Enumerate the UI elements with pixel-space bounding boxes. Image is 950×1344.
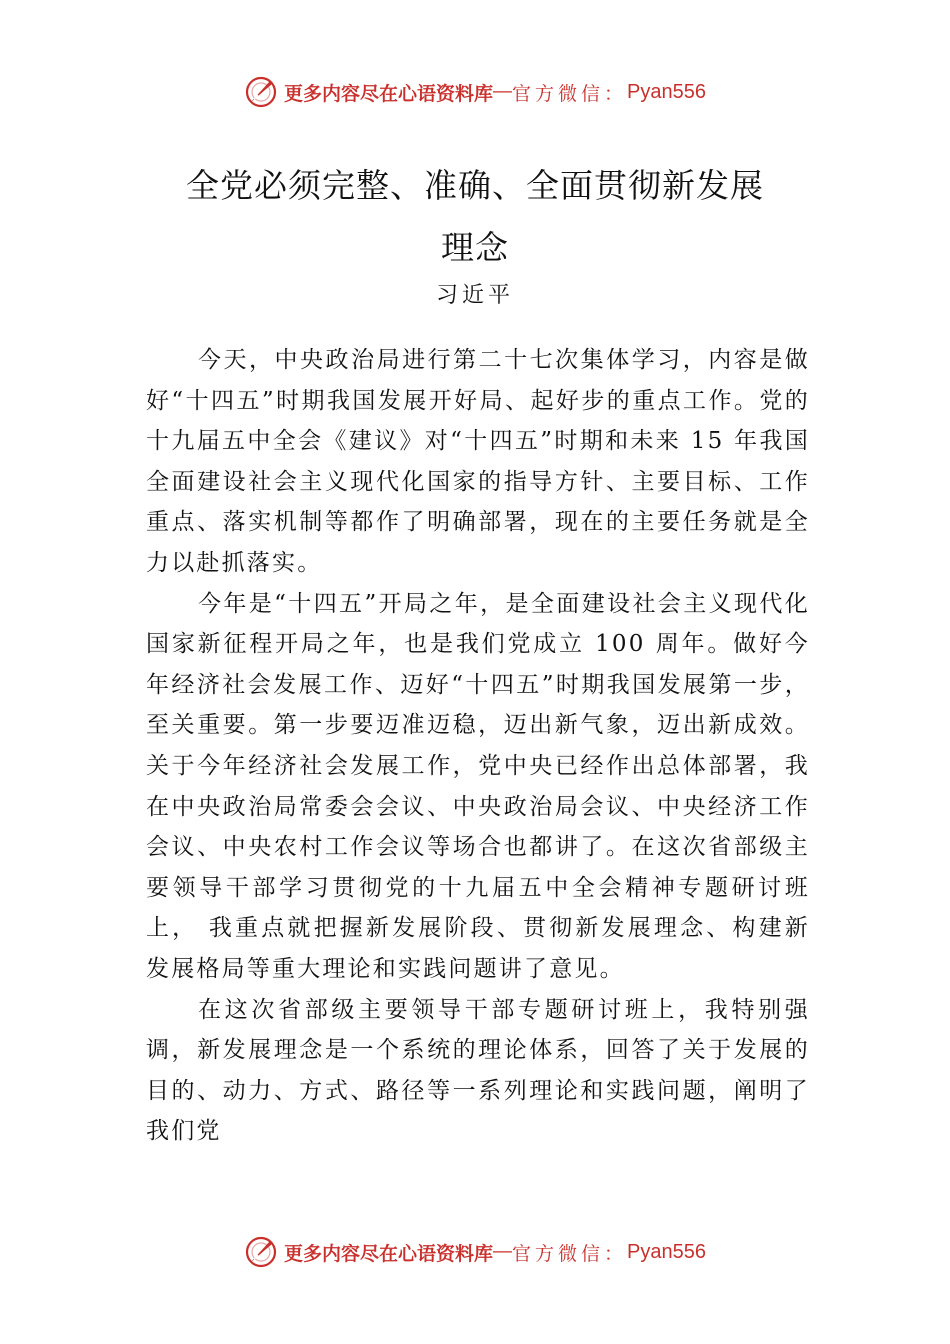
promo-text: 更多内容尽在心语资料库: [284, 1242, 494, 1265]
quill-circle-icon: [244, 1235, 278, 1269]
article-title-line2: 理念: [441, 228, 509, 267]
footer-banner: [0, 1232, 950, 1272]
article-author: 习近平: [435, 283, 514, 308]
paragraph: 今年是“十四五”开局之年，是全面建设社会主义现代化国家新征程开局之年，也是我们党成立 100 周年。做好今年经济社会发展工作、迈好“十四五”时期我国发展第一步，至关重要。第一步要迈准迈稳，迈出新气象，迈出新成效。关于今年经济社会发展工作，党中央已经作出总体部署，我在中央政治局常委会会议、中央政治局会议、中央经济工作会议、中央农村工作会议等场合也都讲了。在这次省部级主要领导干部学习贯彻党的十九届五中全会精神专题研讨班上， 我重点就把握新发展阶段、贯彻新发展理念、构建新发展格局等重大理论和实践问题讲了意见。: [146, 590, 810, 982]
wechat-id: Pyan556: [627, 1240, 706, 1263]
banner-dash: —: [493, 81, 513, 102]
wechat-id: Pyan556: [627, 80, 706, 103]
paragraph: 今天，中央政治局进行第二十七次集体学习，内容是做好“十四五”时期我国发展开好局、起好步的重点工作。党的十九届五中全会《建议》对“十四五”时期和未来 15 年我国全面建设社会主义现代化国家的指导方针、主要目标、工作重点、落实机制等都作了明确部署，现在的主要任务就是全力以赴抓落实。: [146, 347, 810, 576]
article-body: [146, 340, 810, 1152]
wechat-label: 官方微信：: [512, 82, 628, 105]
article-title-line1: 全党必须完整、准确、全面贯彻新发展: [186, 166, 764, 205]
banner-dash: —: [493, 1241, 513, 1262]
promo-text: 更多内容尽在心语资料库: [284, 82, 494, 105]
paragraph: 在这次省部级主要领导干部专题研讨班上，我特别强调，新发展理念是一个系统的理论体系，回答了关于发展的目的、动力、方式、路径等一系列理论和实践问题，阐明了我们党: [146, 996, 810, 1145]
wechat-label: 官方微信：: [512, 1242, 628, 1265]
quill-circle-icon: [244, 75, 278, 109]
header-banner: [0, 72, 950, 112]
